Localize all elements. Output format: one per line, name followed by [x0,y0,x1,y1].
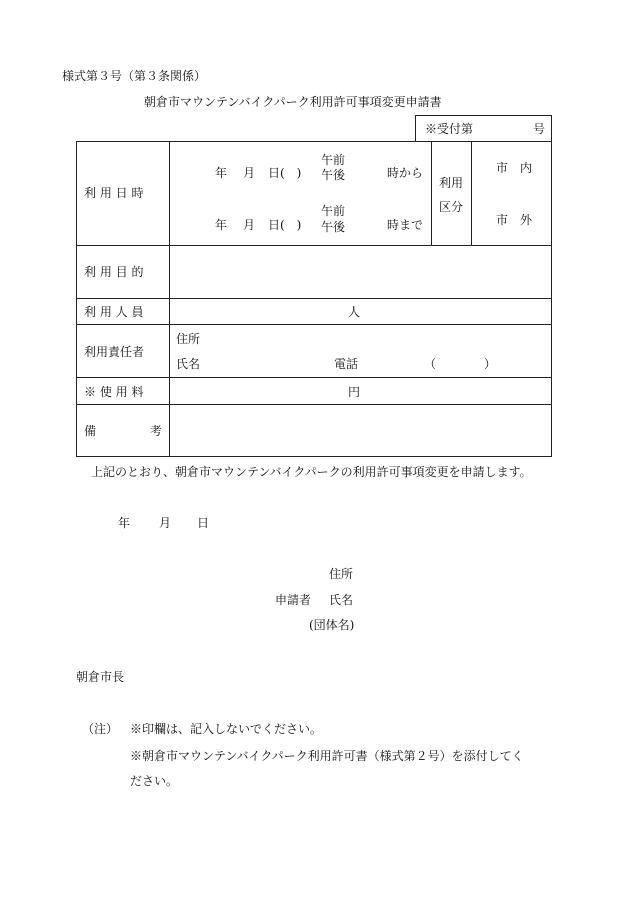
receipt-suffix: 号 [533,122,546,136]
from-year: 年 [215,166,228,180]
usage-purpose-label: 利 用 目 的 [84,265,144,279]
applicant-address-label: 住所 [329,567,354,581]
form-number: 様式第３号（第３条関係） [62,69,207,83]
from-am: 午前 [321,153,346,167]
receipt-box-top [415,115,552,116]
table-bottom-border [76,456,552,457]
usage-category-label-2: 区分 [439,200,464,214]
addressee: 朝倉市長 [76,670,125,684]
usage-category-label-1: 利用 [439,176,464,190]
from-month: 月 [243,166,256,180]
date-day: 日 [197,516,210,530]
row-divider-fee [76,404,552,405]
responsible-name-label: 氏名 [176,357,201,371]
application-statement: 上記のとおり、朝倉市マウンテンバイクパークの利用許可事項変更を申請します。 [91,465,532,479]
applicant-group-label: (団体名) [309,618,355,632]
to-pm: 午後 [321,220,346,234]
note-2-line-2: ださい。 [130,774,179,788]
to-day: 日( ) [268,218,302,232]
note-2-line-1: ※朝倉市マウンテンバイクパーク利用許可書（様式第２号）を添付してく [130,749,524,763]
note-1: ※印欄は、記入しないでください。 [130,722,323,736]
usage-fee-label: ※ 使 用 料 [84,385,144,399]
phone-paren-close: ） [484,357,497,371]
form-title: 朝倉市マウンテンバイクパーク利用許可事項変更申請書 [144,95,442,109]
applicant-name-label: 氏名 [329,593,354,607]
from-pm: 午後 [321,168,346,182]
phone-paren-open: （ [424,357,437,371]
row-divider-datetime [76,245,552,246]
applicant-label: 申請者 [275,593,312,607]
category-label-divider-left [431,141,432,245]
date-month: 月 [159,516,172,530]
responsible-person-label: 利用責任者 [84,345,145,359]
row-divider-responsible [76,377,552,378]
usage-datetime-label: 利 用 日 時 [84,186,144,200]
people-unit: 人 [348,305,361,319]
to-am: 午前 [321,204,346,218]
from-hour-label: 時から [387,166,424,180]
receipt-box-left [415,115,416,142]
table-top-border [76,141,552,142]
remarks-label-right: 考 [150,424,163,438]
fee-unit: 円 [348,385,361,399]
remarks-label-left: 備 [84,424,97,438]
to-month: 月 [243,218,256,232]
usage-people-label: 利 用 人 員 [84,305,144,319]
to-hour-label: 時まで [387,218,424,232]
responsible-address-label: 住所 [176,332,201,346]
usage-category-out-city: 市 外 [496,213,533,227]
table-right-border [551,141,552,457]
to-year: 年 [215,218,228,232]
usage-category-in-city: 市 内 [496,161,533,175]
label-column-divider [169,141,170,457]
receipt-box-right [551,115,552,142]
notes-label: （注） [82,722,119,736]
row-divider-people [76,324,552,325]
row-divider-purpose [76,298,552,299]
table-left-border [76,141,77,457]
receipt-label: ※受付第 [425,122,474,136]
date-year: 年 [118,516,131,530]
category-label-divider-right [471,141,472,245]
from-day: 日( ) [268,166,302,180]
responsible-phone-label: 電話 [334,357,359,371]
